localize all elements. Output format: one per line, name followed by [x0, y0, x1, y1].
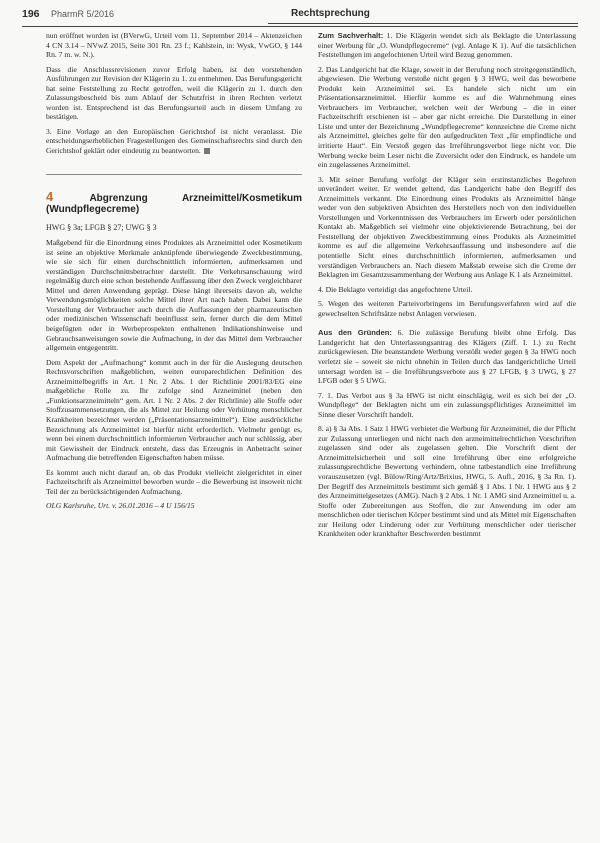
- court-citation: OLG Karlsruhe, Urt. v. 26.01.2016 – 4 U 156/15: [46, 501, 195, 511]
- paragraph: nun eröffnet worden ist (BVerwG, Urteil vom 11. September 2014 – Aktenzeichen 4 CN 3.14 – NVwZ 2015, Seite 301 Rn. 23 f.; Kahlstein, in: Wysk, VwGO, § 144 Rn. 7 m. w. N.).: [46, 31, 302, 60]
- paragraph: [318, 31, 576, 60]
- paragraph: [46, 127, 302, 156]
- end-of-article-icon: [204, 148, 210, 154]
- headnote: Maßgebend für die Einordnung eines Produktes als Arzneimittel oder Kosmetikum ist seine an objektive Merkmale anknüpfende überwiegende Zweckbestimmung, wie sie sich für einen durchschnittlich informierten, aufmerksamen und verständigen Durchschnittsbetrachter darstellt. Die Verkehrsanschauung wird regelmäßig durch eine schon bestehende Auffassung über den Zweck vergleichbarer Mittel und deren Anwendung geprägt. Diese hängt ihrerseits davon ab, welche Verwendungsmöglichkeiten solche Mittel ihrer Art nach haben. Dabei kann die Vorstellung der Verbraucher auch durch die Auffassungen der pharmazeutischen oder medizinischen Wissenschaft beeinflusst sein, ferner durch die dem Mittel beigefügten oder in Werbeprospekten enthaltenen Indikationshinweise und Gebrauchsanweisungen sowie die Aufmachung, in der das Mittel dem Verbraucher allgemein entgegentritt.: [46, 238, 302, 353]
- paragraph: Dass die Anschlussrevisionen zuvor Erfolg haben, ist den vorstehenden Ausführungen zur Revision der Klägerin zu 1. zu entnehmen. Das Berufungsgericht hat seine Feststellung zu Recht getroffen, weil die Klägerin zu 1. durch den Zulassungsbescheid bis zum Ablauf der Schutzfrist in ihren Rechten verletzt worden ist. Entsprechend ist das Berufungsurteil auch in diesem Umfang zu bestätigen.: [46, 64, 302, 122]
- decision-number: 4: [46, 188, 54, 204]
- journal-name: PharmR 5/2016: [51, 9, 115, 19]
- paragraph-text: 6. Die zulässige Berufung bleibt ohne Erfolg. Das Landgericht hat den Unterlassungsantrag des Klägers (Ziff. I. 1.) zu Recht zurückgewiesen. Die beanstandete Werbung verstößt weder gegen § 3a HWG noch verletzt sie – soweit sie nicht ohnehin in Teilen durch das landgerichtliche Urteil untersagt worden ist – die Irreführungsverbote aus § 27 LFGB, § 3 UWG, § 27 LFGB oder § 5 UWG.: [318, 328, 577, 386]
- paragraph: 5. Wegen des weiteren Parteivorbringens im Berufungsverfahren wird auf die gewechselten Schriftsätze nebst Anlagen verwiesen.: [318, 299, 576, 318]
- right-column: [318, 31, 576, 544]
- paragraph: [318, 328, 576, 385]
- paragraph-text: 3. Eine Vorlage an den Europäischen Gerichtshof ist nicht veranlasst. Die entscheidungserheblichen Fragestellungen des Gemeinschaftsrechts sind durch den Gerichtshof geklärt oder eindeutig zu beantworten.: [46, 126, 302, 156]
- headnote: Es kommt auch nicht darauf an, ob das Produkt vielleicht zielgerichtet in einer Fachzeitschrift als Arzneimittel beworben wurde – die Bewerbung ist insoweit nicht Teil der zu berücksichtigenden Aufmachung.: [46, 467, 302, 496]
- headnote: Dem Aspekt der „Aufmachung“ kommt auch in der für die Auslegung deutschen Rechtsvorschriften maßgeblichen, weiten europarechtlichen Definition des Arzneimittelbegriffs in Art. 1 Nr. 2 Abs. 1 der Richtlinie 2001/83/EG eine maßgebliche Rolle zu. Ihr zufolge sind Arzneimittel (neben den „Funktionsarzneimitteln“ gem. Art. 1 Nr. 2 Abs. 2 der Richtlinie) alle Stoffe oder Stoffzusammensetzungen, die als Mittel zur Heilung oder Verhütung menschlicher Krankheiten bezeichnet werden („Präsentationsarzneimittel“). Eine ausdrückliche Bezeichnung als Arzneimittel ist hierfür nicht erforderlich. Vielmehr genügt es, wenn bei einem durchschnittlich informierten Verbraucher auch nur schlüssig, aber mit Gewissheit der Eindruck entsteht, dass das Erzeugnis in Anbetracht seiner Aufmachung die betreffenden Eigenschaften haben müsse.: [46, 357, 302, 463]
- norms-line: HWG § 3a; LFGB § 27; UWG § 3: [46, 222, 157, 232]
- paragraph-text: 1. Die Klägerin wendet sich als Beklagte die Unterlassung einer Werbung für „O. Wundpflegecreme“ (vgl. Anlage K 1). Auf die tatsächlichen Feststellungen im angefochtenen Urteil wird Bezug genommen.: [318, 31, 576, 60]
- paragraph: 4. Die Beklagte verteidigt das angefochtene Urteil.: [318, 284, 473, 294]
- header-rule-full: [22, 26, 578, 27]
- section-divider: [46, 174, 302, 177]
- paragraph: 3. Mit seiner Berufung verfolgt der Kläger sein erstinstanzliches Begehren unverändert weiter. Er wendet geltend, das Landgericht habe den Begriff des Arzneimittels verkannt. Die Einordnung eines Produkts als Arzneimittel hänge weder von den subjektiven Absichten des Herstellers noch von den individuellen Vorstellungen und Vorkenntnissen des Verbrauchers im Erwerb oder persönlichen Kontakt ab. Maßgeblich sei vielmehr eine objektivierende Betrachtung, bei der Feststellung der objektiven Zweckbestimmung eines Produkts als Arzneimittel komme es auf die allgemeine Verkehrsauffassung und insbesondere auf die potentielle Sicht eines durchschnittlich informierten, aufmerksamen und verständigen Verbrauchers an. Nach diesem Maßstab erweise sich die Creme der Beklagten im Gesamtzusammenhang der Werbung aus Anlage K 1 als Arzneimittel.: [318, 174, 576, 280]
- paragraph: 7. 1. Das Verbot aus § 3a HWG ist nicht einschlägig, weil es sich bei der „O. Wundpflege“ der Beklagten nicht um ein zulassungspflichtiges Arzneimittel im Sinne dieser Vorschrift handelt.: [318, 390, 576, 419]
- left-column: [46, 31, 302, 511]
- decision-heading: [46, 188, 302, 215]
- header-rule: [268, 23, 578, 24]
- facts-lead: Zum Sachverhalt:: [318, 31, 384, 40]
- reasons-lead: Aus den Gründen:: [318, 328, 392, 338]
- page-number: 196: [22, 8, 40, 20]
- paragraph: 2. Das Landgericht hat die Klage, soweit in der Berufung noch streitgegenständlich, abgewiesen. Die Werbung verstoße nicht gegen § 3 HWG, weil das beworbene Produkt kein Arzneimittel sei. Es handele sich nicht um ein Präsentationsarzneimittel. Hierfür komme es auf die Wahrnehmung eines Verbrauchers im Verbraucher, welchen weit der Werbung – die in einer Fachzeitschrift erschienen ist – aber gar nicht erreiche. Die Darstellung in einer Liste und unter der Bezeichnung „Wundpflegecreme“ kennzeichne die Creme nicht als Arzneimittel, gleiches gelte für den aufgedruckten Text „für empfindliche und irritierte Haut“. Ein Verstoß gegen das Irreführungsverbot liege nicht vor. Die Werbung wecke beim Leser nicht die Zuversicht oder den Eindruck, es handele um ein zugelassenes Arzneimittel.: [318, 64, 576, 170]
- page-header: [22, 8, 578, 24]
- decision-title: Abgrenzung Arzneimittel/Kosmetikum (Wundpflegecreme): [46, 192, 302, 215]
- paragraph: 8. a) § 3a Abs. 1 Satz 1 HWG verbietet die Werbung für Arzneimittel, die der Pflicht zur Zulassung unterliegen und nicht nach den arzneimittelrechtlichen Vorschriften zugelassen sind oder als zugelassen gelten. Die Vorschrift dient der Arzneimittelsicherheit und soll eine Irreführung über eine erfolgreiche zulassungsrechtliche Bewertung verhindern, ohne tatbestandlich eine Irreführung vorauszusetzen (vgl. Bülow/Ring/Artz/Brixius, HWG, 5. Aufl., 2016, § 3a Rn. 1). Der Begriff des Arzneimittels bestimmt sich gemäß § 1 Abs. 1 Nr. 1 HWG aus § 2 des Arzneimittelgesetzes (AMG). Nach § 2 Abs. 1 Nr. 1 AMG sind Arzneimittel u. a. Stoffe oder Zubereitungen aus Stoffen, die zur Anwendung im oder am menschlichen oder tierischen Körper bestimmt sind und als Mittel mit Eigenschaften zur Heilung oder Linderung oder zur Verhütung menschlicher oder tierischer Krankheiten oder krankhafter Beschwerden bestimmt: [318, 424, 576, 539]
- section-label: Rechtsprechung: [291, 8, 370, 19]
